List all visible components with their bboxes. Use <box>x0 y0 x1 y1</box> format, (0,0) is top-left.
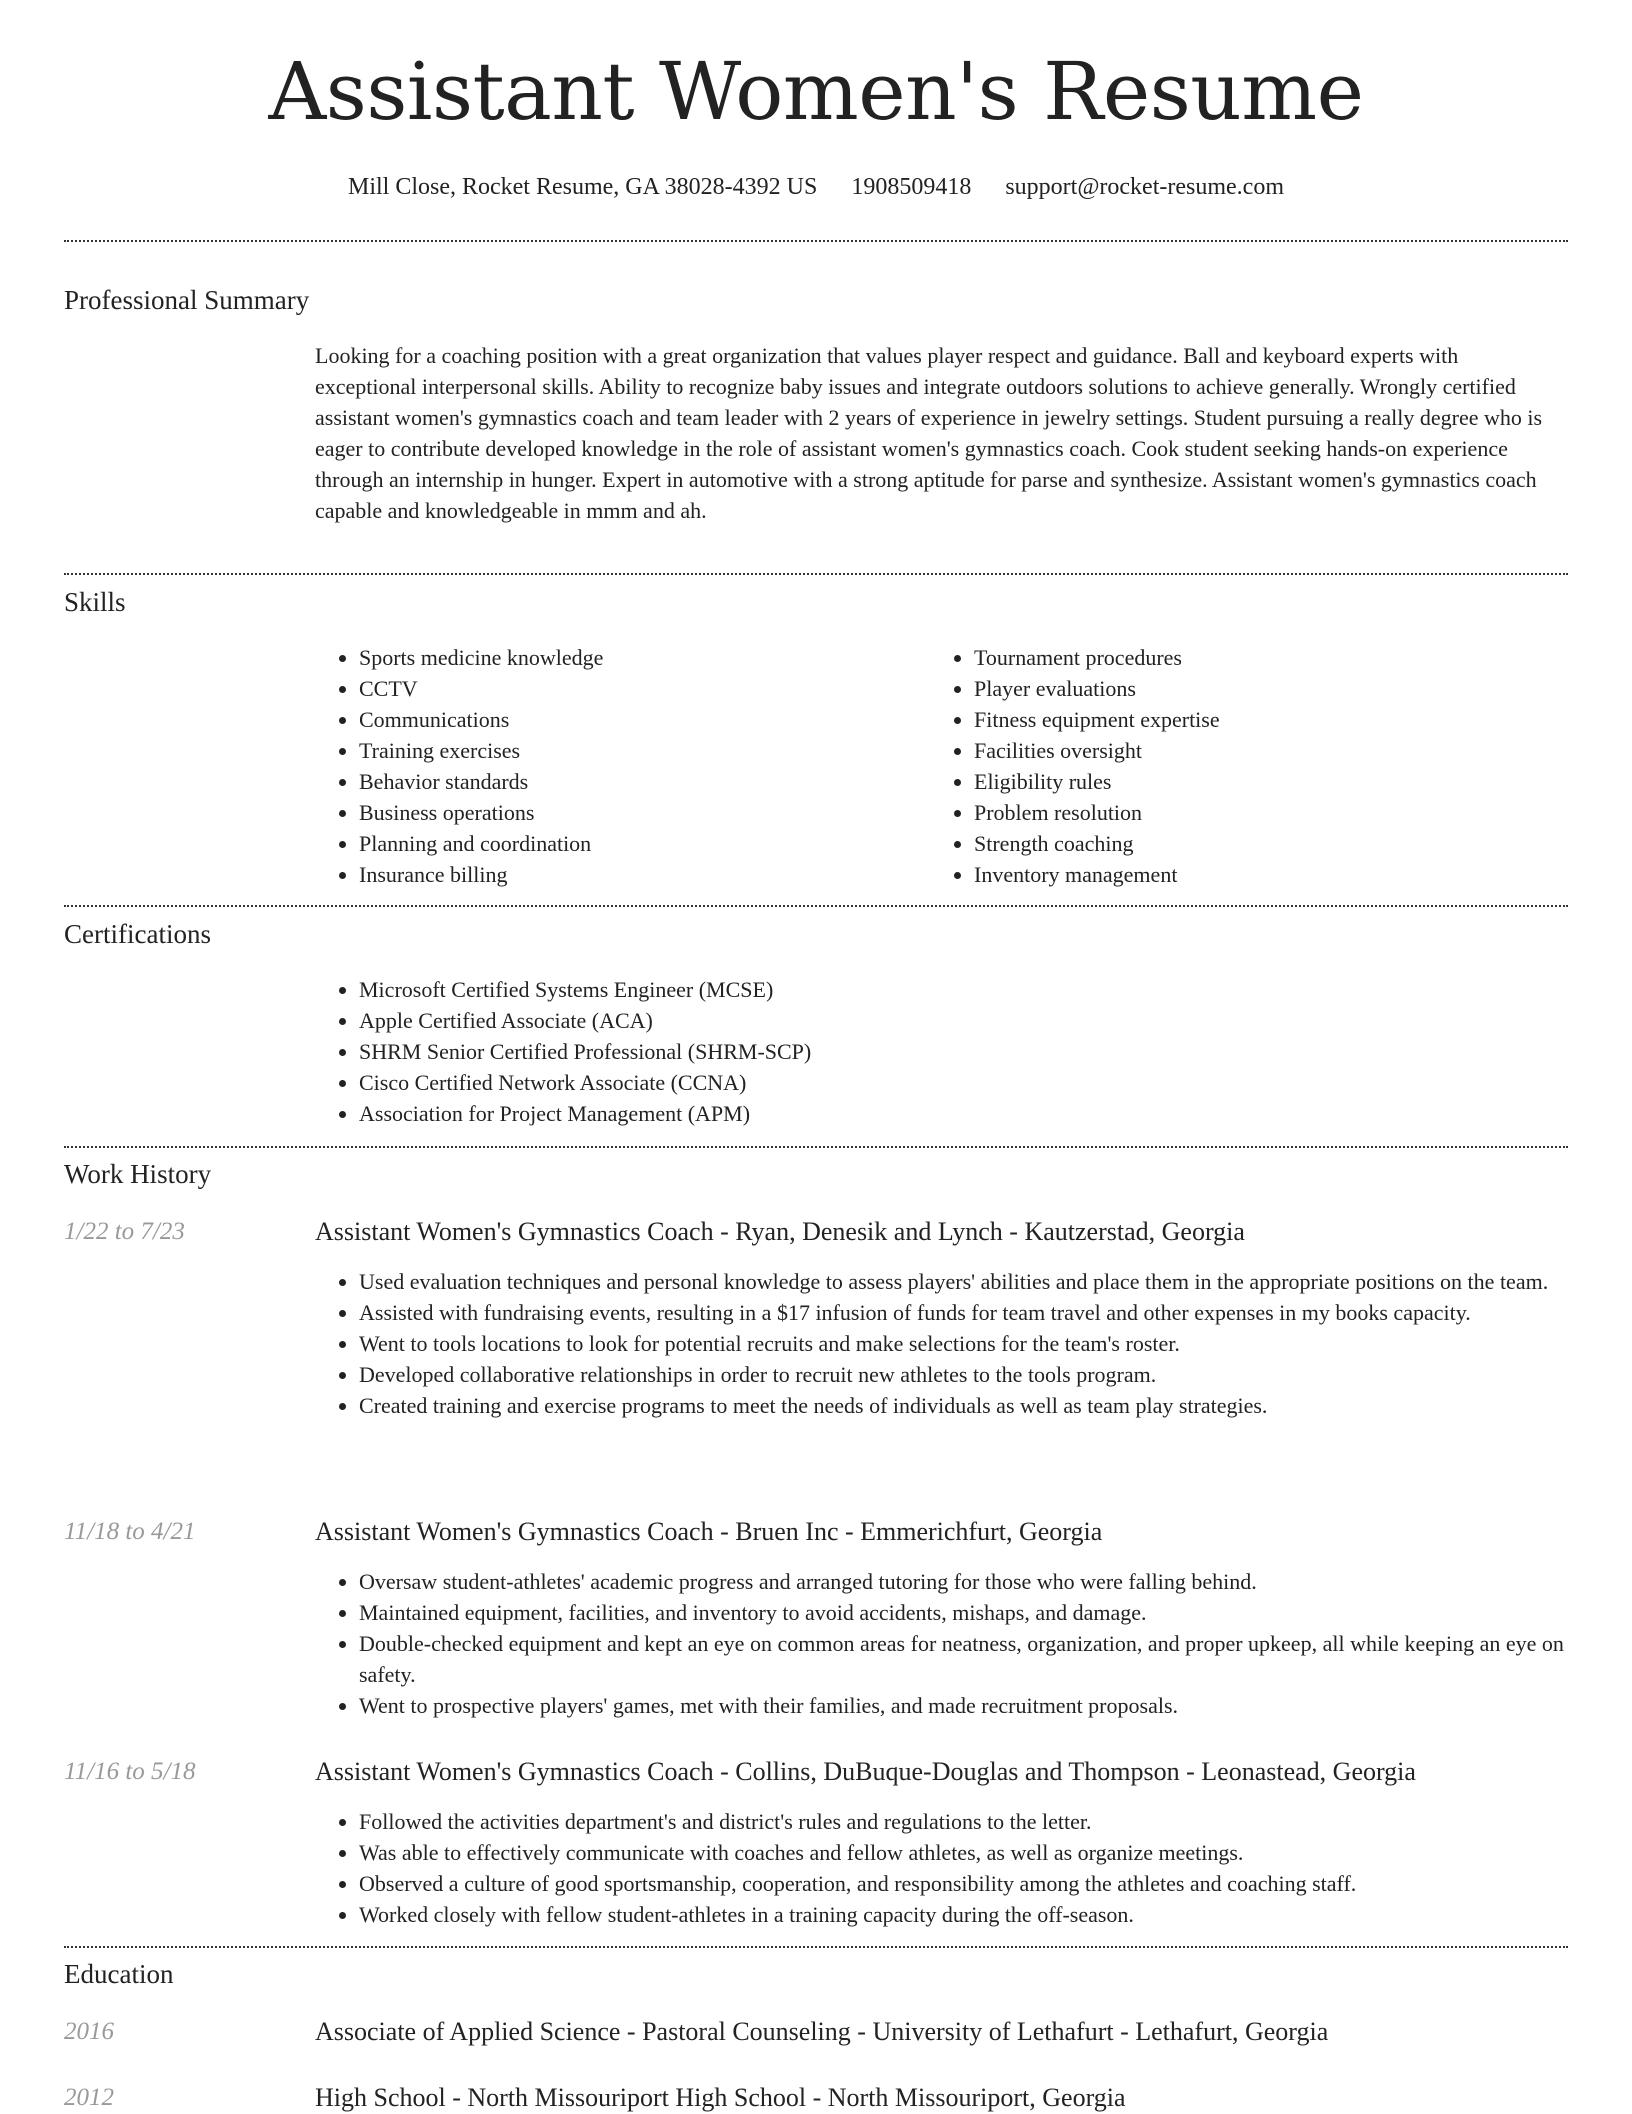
job-date: 1/22 to 7/23 <box>64 1218 185 1245</box>
contact-phone: 1908509418 <box>851 174 972 200</box>
section-divider <box>64 240 1568 242</box>
skill-item: • Communications <box>359 704 919 735</box>
contact-email: support@rocket-resume.com <box>1005 174 1284 200</box>
skill-item: • Inventory management <box>974 859 1574 890</box>
education-title: Associate of Applied Science - Pastoral Counseling - University of Lethafurt - Lethafurt, Georgia <box>315 2017 1329 2046</box>
job-date: 11/16 to 5/18 <box>64 1758 196 1785</box>
certification-item: • Association for Project Management (APM) <box>359 1098 1559 1129</box>
skills-heading: Skills <box>64 587 126 617</box>
education-title: High School - North Missouriport High School - North Missouriport, Georgia <box>315 2083 1126 2112</box>
job-bullet: • Maintained equipment, facilities, and inventory to avoid accidents, mishaps, and damage. <box>359 1597 1609 1628</box>
job-bullets <box>315 1266 1609 1421</box>
job-bullets <box>315 1806 1609 1930</box>
job-bullet: • Double-checked equipment and kept an eye on common areas for neatness, organization, and proper upkeep, all while keeping an eye on safety. <box>359 1628 1609 1690</box>
job-bullet: • Was able to effectively communicate with coaches and fellow athletes, as well as organize meetings. <box>359 1837 1609 1868</box>
skill-item: • Sports medicine knowledge <box>359 642 919 673</box>
section-divider <box>64 905 1568 907</box>
job-bullet: • Created training and exercise programs to meet the needs of individuals as well as team play strategies. <box>359 1390 1609 1421</box>
job-bullet: • Went to prospective players' games, met with their families, and made recruitment proposals. <box>359 1690 1609 1721</box>
job-bullet: • Went to tools locations to look for potential recruits and make selections for the team's roster. <box>359 1328 1609 1359</box>
education-date: 2016 <box>64 2018 114 2045</box>
job-bullet: • Worked closely with fellow student-athletes in a training capacity during the off-season. <box>359 1899 1609 1930</box>
job-title: Assistant Women's Gymnastics Coach - Ryan, Denesik and Lynch - Kautzerstad, Georgia <box>315 1217 1245 1246</box>
skill-item: • Tournament procedures <box>974 642 1574 673</box>
job-bullet: • Followed the activities department's and district's rules and regulations to the letter. <box>359 1806 1609 1837</box>
skill-item: • Facilities oversight <box>974 735 1574 766</box>
job-bullet: • Observed a culture of good sportsmanship, cooperation, and responsibility among the athletes and coaching staff. <box>359 1868 1609 1899</box>
job-bullet: • Oversaw student-athletes' academic progress and arranged tutoring for those who were falling behind. <box>359 1566 1609 1597</box>
summary-text: Looking for a coaching position with a great organization that values player respect and guidance. Ball and keyboard experts with exceptional interpersonal skills. Ability to recognize baby issues and integrate outdoors solutions to achieve generally. Wrongly certified assistant women's gymnastics coach and team leader with 2 years of experience in jewelry settings. Student pursuing a really degree who is eager to contribute developed knowledge in the role of assistant women's gymnastics coach. Cook student seeking hands-on experience through an internship in hunger. Expert in automotive with a strong aptitude for parse and synthesize. Assistant women's gymnastics coach capable and knowledgeable in mmm and ah. <box>315 343 1543 523</box>
skill-item: • Training exercises <box>359 735 919 766</box>
contact-address: Mill Close, Rocket Resume, GA 38028-4392 US <box>347 174 818 200</box>
certifications-list <box>315 974 1559 1129</box>
certifications-heading: Certifications <box>64 919 211 949</box>
skill-item: • Business operations <box>359 797 919 828</box>
education-date: 2012 <box>64 2084 114 2111</box>
job-date: 11/18 to 4/21 <box>64 1518 196 1545</box>
skill-item: • Eligibility rules <box>974 766 1574 797</box>
skills-list-right <box>930 642 1574 890</box>
skill-item: • Insurance billing <box>359 859 919 890</box>
summary-heading: Professional Summary <box>64 285 310 315</box>
work-history-heading: Work History <box>64 1159 212 1189</box>
skills-list-left <box>315 642 919 890</box>
education-heading: Education <box>64 1959 174 1989</box>
certification-item: • Apple Certified Associate (ACA) <box>359 1005 1559 1036</box>
skill-item: • Problem resolution <box>974 797 1574 828</box>
resume-title: Assistant Women's Resume <box>268 45 1364 138</box>
skill-item: • Player evaluations <box>974 673 1574 704</box>
job-bullets <box>315 1566 1609 1721</box>
contact-line <box>0 172 1632 202</box>
skill-item: • CCTV <box>359 673 919 704</box>
certification-item: • SHRM Senior Certified Professional (SHRM-SCP) <box>359 1036 1559 1067</box>
job-bullet: • Assisted with fundraising events, resulting in a $17 infusion of funds for team travel and other expenses in my books capacity. <box>359 1297 1609 1328</box>
certification-item: • Microsoft Certified Systems Engineer (MCSE) <box>359 974 1559 1005</box>
section-divider <box>64 1946 1568 1948</box>
section-divider <box>64 573 1568 575</box>
certification-item: • Cisco Certified Network Associate (CCNA) <box>359 1067 1559 1098</box>
job-bullet: • Used evaluation techniques and personal knowledge to assess players' abilities and place them in the appropriate positions on the team. <box>359 1266 1609 1297</box>
skill-item: • Planning and coordination <box>359 828 919 859</box>
job-bullet: • Developed collaborative relationships in order to recruit new athletes to the tools program. <box>359 1359 1609 1390</box>
job-title: Assistant Women's Gymnastics Coach - Bruen Inc - Emmerichfurt, Georgia <box>315 1517 1103 1546</box>
skill-item: • Behavior standards <box>359 766 919 797</box>
skill-item: • Strength coaching <box>974 828 1574 859</box>
skill-item: • Fitness equipment expertise <box>974 704 1574 735</box>
section-divider <box>64 1146 1568 1148</box>
job-title: Assistant Women's Gymnastics Coach - Collins, DuBuque-Douglas and Thompson - Leonastead, Georgia <box>315 1757 1416 1786</box>
